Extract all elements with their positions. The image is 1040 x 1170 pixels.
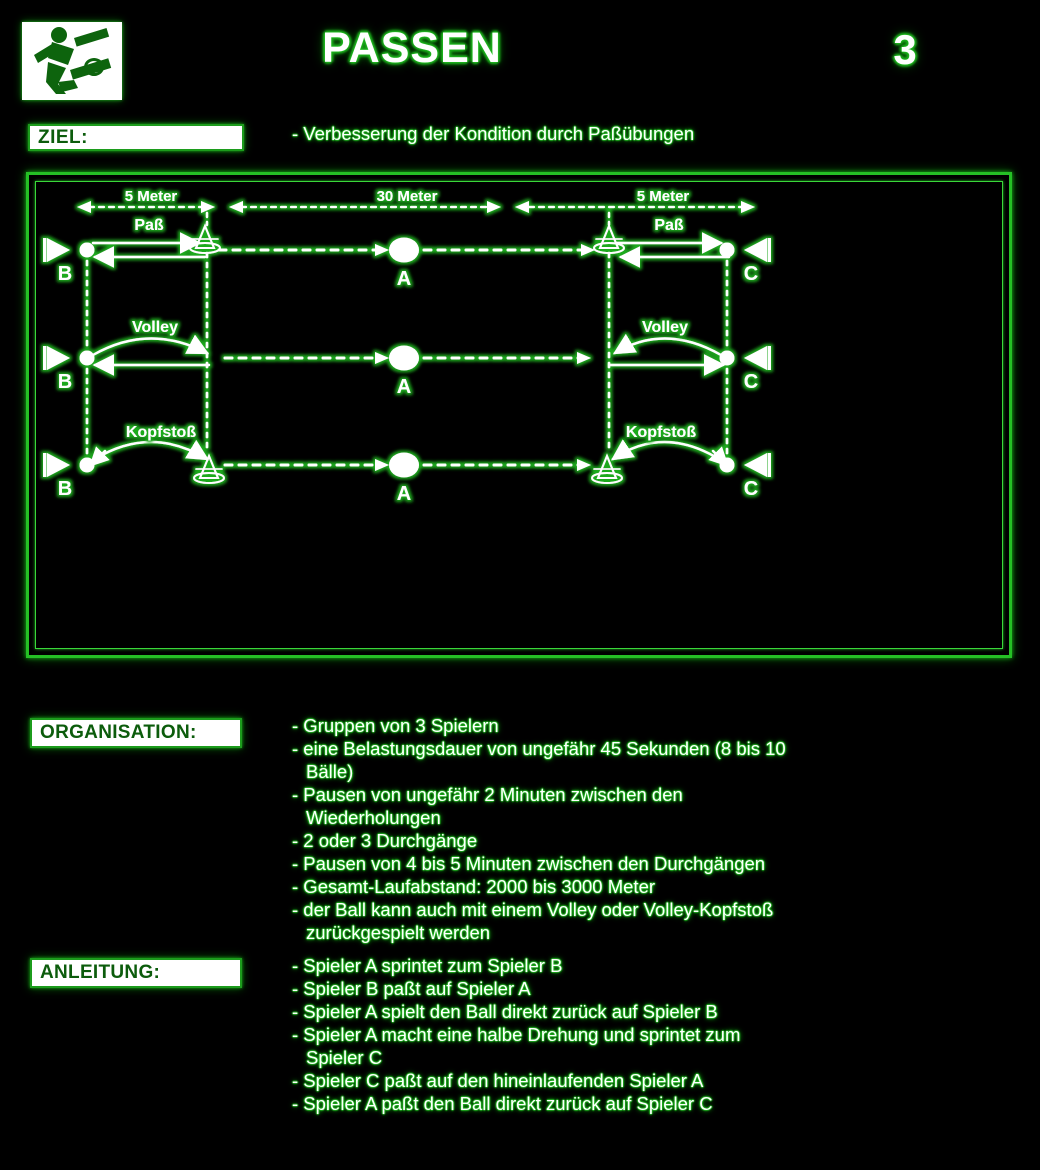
organisation-text-block [292, 714, 992, 944]
action-label-header-right: Kopfstoß [625, 424, 697, 441]
dimension-label-center: 30 Meter [376, 188, 438, 205]
action-label-pass-right: Paß [654, 217, 684, 234]
player-label-b-row2: B [57, 371, 73, 393]
page-title: PASSEN [322, 24, 502, 72]
dimension-label-right: 5 Meter [636, 188, 690, 205]
player-label-b-row1: B [57, 263, 73, 285]
player-label-a-row2: A [396, 376, 412, 398]
text-line: - Verbesserung der Kondition durch Paßübungen [292, 123, 695, 144]
text-line: - Spieler A paßt den Ball direkt zurück auf Spieler C [292, 1093, 713, 1114]
player-label-c-row3: C [743, 478, 759, 500]
action-label-volley-left: Volley [132, 319, 178, 336]
text-line: - eine Belastungsdauer von ungefähr 45 Sekunden (8 bis 10 [292, 738, 786, 759]
diagram-frame [26, 172, 1012, 658]
text-line: - Pausen von ungefähr 2 Minuten zwischen den [292, 784, 683, 805]
action-label-volley-right: Volley [642, 319, 688, 336]
player-label-c-row1: C [743, 263, 759, 285]
text-line: - Gesamt-Laufabstand: 2000 bis 3000 Meter [292, 876, 656, 897]
organisation-section-label: ORGANISATION: [30, 718, 242, 748]
player-label-a-row1: A [396, 268, 412, 290]
anleitung-text-block [292, 954, 992, 1115]
text-line: - Spieler A spielt den Ball direkt zurück auf Spieler B [292, 1001, 718, 1022]
text-line: - Spieler A sprintet zum Spieler B [292, 955, 563, 976]
header [0, 0, 1040, 118]
text-line: - 2 oder 3 Durchgänge [292, 830, 478, 851]
text-line: - Spieler A macht eine halbe Drehung und sprintet zum [292, 1024, 741, 1045]
player-label-b-row3: B [57, 478, 73, 500]
text-line: - Pausen von 4 bis 5 Minuten zwischen den Durchgängen [292, 853, 766, 874]
anleitung-section-label: ANLEITUNG: [30, 958, 242, 988]
text-line: Bälle) [306, 761, 354, 782]
text-line: - der Ball kann auch mit einem Volley oder Volley-Kopfstoß [292, 899, 774, 920]
player-label-c-row2: C [743, 371, 759, 393]
text-line: - Gruppen von 3 Spielern [292, 715, 499, 736]
action-label-header-left: Kopfstoß [125, 424, 197, 441]
ziel-text-block [292, 122, 992, 145]
text-line: - Spieler B paßt auf Spieler A [292, 978, 531, 999]
text-line: zurückgespielt werden [306, 922, 491, 943]
player-label-a-row3: A [396, 483, 412, 505]
sheet-number: 3 [893, 26, 917, 73]
text-line: Wiederholungen [306, 807, 441, 828]
text-line: - Spieler C paßt auf den hineinlaufenden Spieler A [292, 1070, 704, 1091]
action-label-pass-left: Paß [134, 217, 164, 234]
text-line: Spieler C [306, 1047, 383, 1068]
dimension-label-left: 5 Meter [124, 188, 178, 205]
passing-drill-diagram [29, 175, 1015, 661]
ziel-section-label: ZIEL: [28, 124, 244, 151]
